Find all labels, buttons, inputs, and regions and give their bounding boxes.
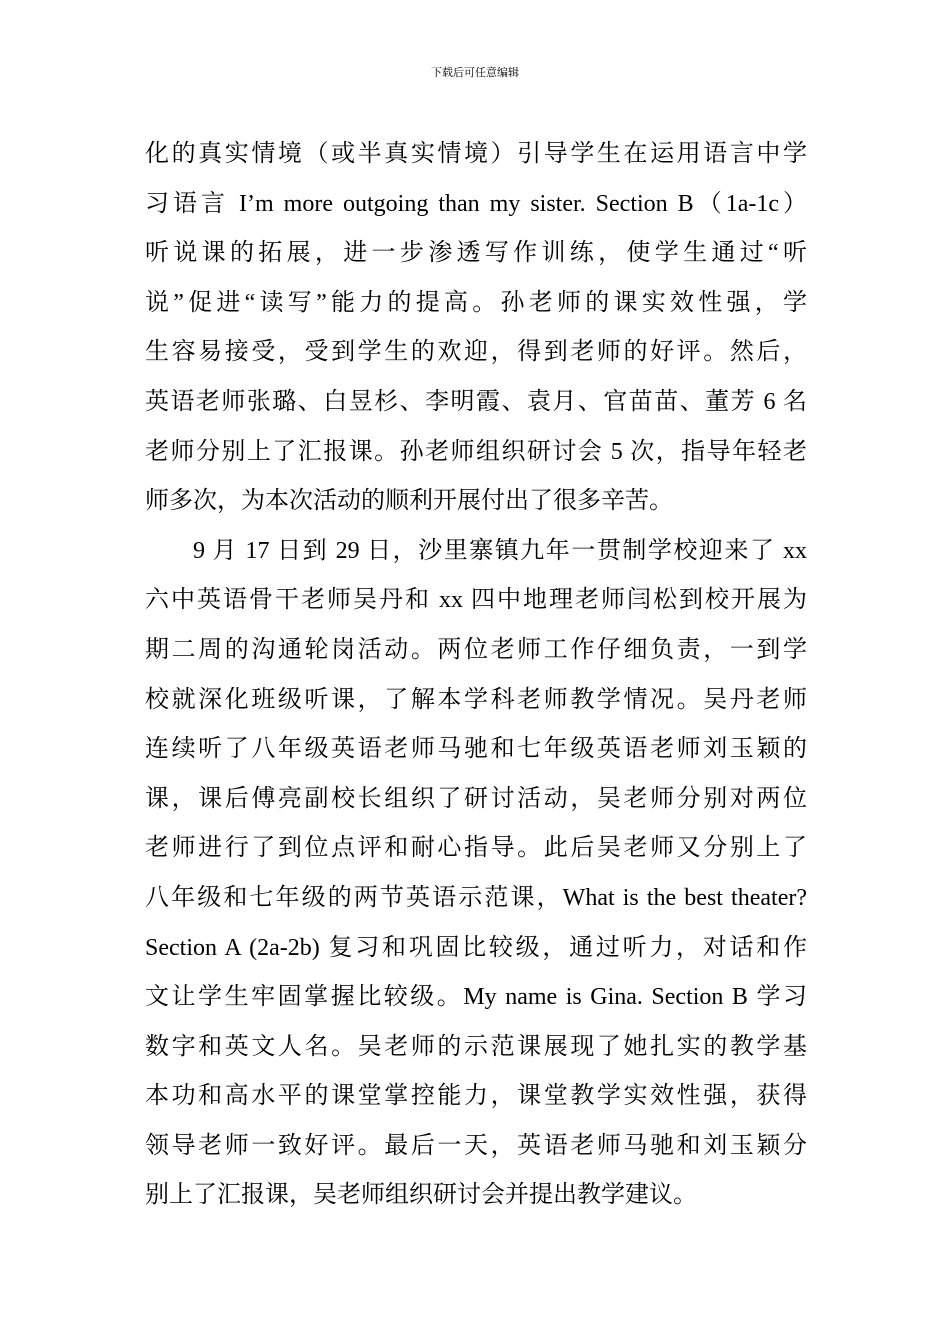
text-line: 英语老师张璐、白昱杉、李明霞、袁月、官苗苗、董芳 6 名 bbox=[145, 388, 807, 415]
text-line: 校就深化班级听课，了解本学科老师教学情况。吴丹老师 bbox=[145, 686, 807, 713]
paragraph-2 bbox=[145, 527, 807, 1221]
text-line: 八年级和七年级的两节英语示范课，What is the best theater? bbox=[145, 884, 807, 911]
text-line: 数字和英文人名。吴老师的示范课展现了她扎实的教学基 bbox=[145, 1033, 807, 1060]
text-line: Section A (2a-2b) 复习和巩固比较级，通过听力，对话和作 bbox=[145, 934, 807, 961]
text-line: 课，课后傅亮副校长组织了研讨活动，吴老师分别对两位 bbox=[145, 785, 807, 812]
text-line: 期二周的沟通轮岗活动。两位老师工作仔细负责，一到学 bbox=[145, 636, 807, 663]
text-line: 化的真实情境（或半真实情境）引导学生在运用语言中学 bbox=[145, 141, 807, 167]
text-line: 六中英语骨干老师吴丹和 xx 四中地理老师闫松到校开展为 bbox=[145, 587, 807, 614]
text-line: 9 月 17 日到 29 日，沙里寨镇九年一贯制学校迎来了 xx bbox=[193, 537, 807, 564]
text-line: 听说课的拓展，进一步渗透写作训练，使学生通过“听 bbox=[145, 240, 807, 267]
text-line: 别上了汇报课，吴老师组织研讨会并提出教学建议。 bbox=[145, 1182, 697, 1209]
text-line: 领导老师一致好评。最后一天，英语老师马驰和刘玉颖分 bbox=[145, 1132, 807, 1159]
text-line: 习语言 I’m more outgoing than my sister. Section B（1a-1c） bbox=[145, 190, 807, 217]
page-header: 下载后可任意编辑 bbox=[431, 67, 519, 79]
text-line: 连续听了八年级英语老师马驰和七年级英语老师刘玉颖的 bbox=[145, 736, 807, 763]
text-line: 说”促进“读写”能力的提高。孙老师的课实效性强，学 bbox=[145, 289, 807, 316]
text-line: 师多次，为本次活动的顺利开展付出了很多辛苦。 bbox=[145, 488, 673, 515]
text-line: 老师分别上了汇报课。孙老师组织研讨会 5 次，指导年轻老 bbox=[145, 438, 807, 465]
text-line: 老师进行了到位点评和耐心指导。此后吴老师又分别上了 bbox=[145, 835, 807, 862]
text-line: 本功和高水平的课堂掌控能力，课堂教学实效性强，获得 bbox=[145, 1083, 807, 1110]
text-line: 生容易接受，受到学生的欢迎，得到老师的好评。然后， bbox=[145, 339, 807, 366]
document-body bbox=[145, 130, 807, 1221]
text-line: 文让学生牢固掌握比较级。My name is Gina. Section B 学习 bbox=[145, 984, 807, 1011]
paragraph-1 bbox=[145, 130, 807, 527]
